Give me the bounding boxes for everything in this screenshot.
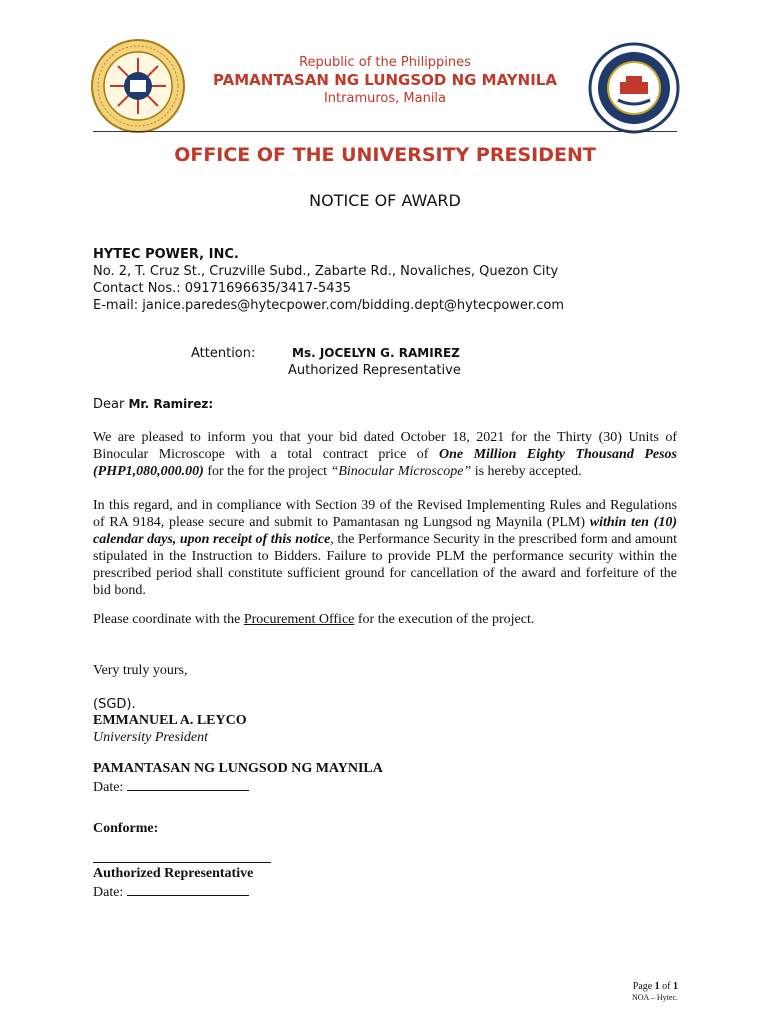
salutation-name: Mr. Ramirez: (128, 397, 214, 411)
manila-seal-right (588, 42, 680, 134)
header-divider (93, 131, 677, 132)
notice-title: NOTICE OF AWARD (309, 191, 461, 210)
conforme-rep-label: Authorized Representative (93, 866, 254, 881)
conforme-date (93, 883, 249, 901)
institution-name: PAMANTASAN NG LUNGSOD NG MAYNILA (93, 761, 383, 776)
salutation (93, 397, 213, 412)
page-number (600, 981, 678, 992)
recipient-email: E-mail: janice.paredes@hytecpower.com/bidding.dept@hytecpower.com (93, 298, 564, 313)
attention-name: Ms. JOCELYN G. RAMIREZ (292, 346, 460, 360)
conforme-signature-line (93, 862, 271, 863)
p3-text-1: Please coordinate with the (93, 612, 244, 627)
closing: Very truly yours, (93, 663, 188, 678)
salutation-prefix: Dear (93, 397, 129, 412)
page-prefix: Page (632, 981, 655, 992)
signatory-title: University President (93, 730, 208, 745)
conforme-date-blank (127, 883, 249, 896)
institution-date-blank (127, 778, 249, 791)
paragraph-award (93, 429, 677, 480)
attention-label: Attention: (191, 346, 256, 361)
university-name: PAMANTASAN NG LUNGSOD NG MAYNILA (213, 71, 557, 89)
plm-seal-icon (90, 38, 186, 134)
document-ref: NOA – Hytec. (632, 993, 678, 1002)
p1-text-1: We are pleased to inform you that your bid dated October 18, 2021 for the Thirty (30) Units of Binocular Microscope with a total contract price of (93, 430, 677, 462)
p2-deadline: within ten (10) calendar days, upon receipt of this notice (93, 515, 677, 547)
procurement-office-text: Procurement Office (243, 612, 355, 627)
page-current: 1 (654, 981, 660, 992)
p1-project-name: “Binocular Microscope” (330, 464, 472, 479)
attention-title: Authorized Representative (288, 363, 461, 378)
p2-text-1: In this regard, and in compliance with Section 39 of the Revised Implementing Rules and Regulations of RA 9184, please secure and submit to Pamantasan ng Lungsod ng Maynila (PLM) (93, 498, 677, 530)
p1-contract-amount: One Million Eighty Thousand Pesos (PHP1,080,000.00) (93, 447, 677, 479)
page-of: of (659, 981, 673, 992)
office-title: OFFICE OF THE UNIVERSITY PRESIDENT (174, 144, 596, 166)
plm-seal-left (90, 38, 186, 134)
p2-text-2: , the Performance Security in the prescribed form and amount stipulated in the Instruction to Bidders. Failure to provide PLM the performance security within the prescribed period shall constitute sufficient ground for cancellation of the award and forfeiture of the bid bond. (93, 532, 677, 598)
paragraph-coordinate (93, 612, 677, 628)
recipient-company: HYTEC POWER, INC. (93, 247, 239, 262)
page-total: 1 (673, 981, 678, 992)
conforme-label: Conforme: (93, 821, 159, 836)
p1-text-3: is hereby accepted. (471, 464, 582, 479)
conforme-date-label: Date: (93, 885, 127, 900)
paragraph-compliance (93, 497, 677, 599)
institution-date (93, 778, 249, 796)
p3-text-2: for the execution of the project. (354, 612, 535, 627)
institution-date-label: Date: (93, 780, 127, 795)
recipient-address: No. 2, T. Cruz St., Cruzville Subd., Zabarte Rd., Novaliches, Quezon City (93, 264, 559, 279)
signatory-name: EMMANUEL A. LEYCO (93, 713, 247, 728)
manila-seal-icon (588, 42, 680, 134)
university-location: Intramuros, Manila (323, 91, 447, 106)
recipient-contact: Contact Nos.: 09171696635/3417-5435 (93, 281, 352, 296)
p1-text-2: for the for the project (203, 464, 331, 479)
republic-line: Republic of the Philippines (299, 55, 471, 70)
signature-sgd: (SGD). (93, 697, 136, 712)
